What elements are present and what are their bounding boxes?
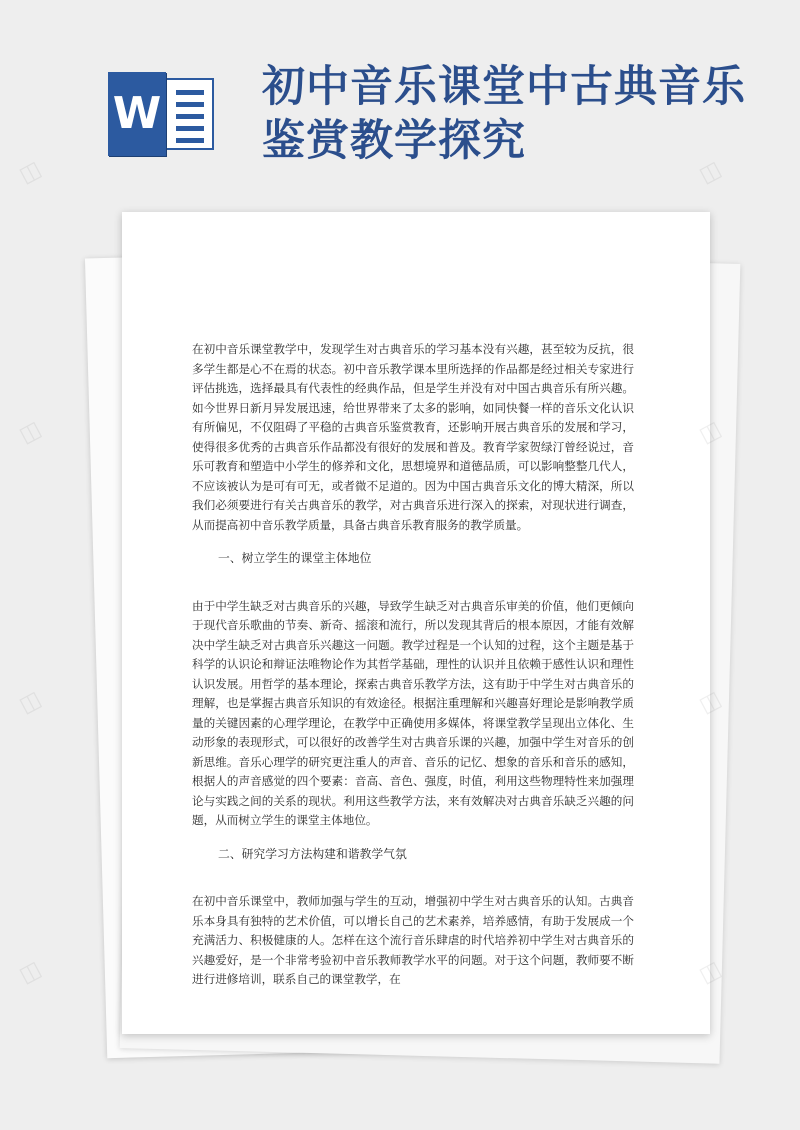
section-heading: 二、研究学习方法构建和谐教学气氛 bbox=[218, 846, 407, 861]
word-logo-badge: W bbox=[108, 72, 166, 156]
watermark-logo: ◫ bbox=[15, 416, 46, 449]
body-paragraph: 由于中学生缺乏对古典音乐的兴趣，导致学生缺乏对古典音乐审美的价值，他们更倾向于现代音乐歌曲的节奏、新奇、摇滚和流行，所以发现其背后的根本原因，才能有效解决中学生缺乏对古典音乐兴趣这一问题。教学过程是一个认知的过程，这个主题是基于科学的认识论和辩证法唯物论作为其哲学基础，理性的认识并且依赖于感性认识和理性认识发展。用哲学的基本理论，探索古典音乐教学方法，这有助于中学生对古典音乐的理解，也是掌握古典音乐知识的有效途径。根据注重理解和兴趣喜好理论是影响教学质量的关键因素的心理学理论，在教学中正确使用多媒体，将课堂教学呈现出立体化、生动形象的表现形式，可以很好的改善学生对古典音乐课的兴趣，加强中学生对音乐的创新思维。音乐心理学的研究更注重人的声音、音乐的记忆、想象的音乐和音乐的感知，根据人的声音感觉的四个要素：音高、音色、强度，时值，利用这些物理特性来加强理论与实践之间的关系的现状。利用这些教学方法，来有效解决对古典音乐缺乏兴趣的问题，从而树立学生的课堂主体地位。 bbox=[192, 598, 634, 827]
body-paragraph: 在初中音乐课堂教学中，发现学生对古典音乐的学习基本没有兴趣，甚至较为反抗，很多学生都是心不在焉的状态。初中音乐教学课本里所选择的作品都是经过相关专家进行评估挑选，选择最具有代表性的经典作品，但是学生并没有对中国古典音乐有所兴趣。如今世界日新月异发展迅速，给世界带来了太多的影响，如同快餐一样的音乐文化认识有所偏见，不仅阻碍了平稳的古典音乐鉴赏教育，还影响开展古典音乐的发展和学习，使得很多优秀的古典音乐作品都没有很好的发展和普及。教育学家贺绿汀曾经说过，音乐可教育和塑造中小学生的修养和文化，思想境界和道德品质，可以影响整整几代人，不应该被认为是可有可无，或者微不足道的。因为中国古典音乐文化的博大精深，所以我们必须要进行有关古典音乐的教学，对古典音乐进行深入的探索，对现状进行调查，从而提高初中音乐教学质量，具备古典音乐教育服务的教学质量。 bbox=[192, 342, 634, 532]
body-paragraph: 在初中音乐课堂中，教师加强与学生的互动，增强初中学生对古典音乐的认知。古典音乐本身具有独特的艺术价值，可以增长自己的艺术素养，培养感情，有助于发展成一个充满活力、积极健康的人。怎样在这个流行音乐肆虐的时代培养初中学生对古典音乐的兴趣爱好，是一个非常考验初中音乐教师教学水平的问题。对于这个问题，教师要不断进行进修培训，联系自己的课堂教学，在 bbox=[192, 894, 634, 986]
document-body bbox=[192, 340, 634, 990]
document-page bbox=[122, 212, 710, 1034]
watermark-logo: ◫ bbox=[15, 686, 46, 719]
watermark-logo: ◫ bbox=[15, 156, 46, 189]
watermark-logo: ◫ bbox=[695, 156, 726, 189]
section-heading: 一、树立学生的课堂主体地位 bbox=[218, 551, 372, 565]
header bbox=[0, 0, 800, 200]
word-document-icon bbox=[108, 72, 216, 158]
watermark-logo: ◫ bbox=[15, 956, 46, 989]
document-title: 初中音乐课堂中古典音乐鉴赏教学探究 bbox=[262, 62, 746, 166]
